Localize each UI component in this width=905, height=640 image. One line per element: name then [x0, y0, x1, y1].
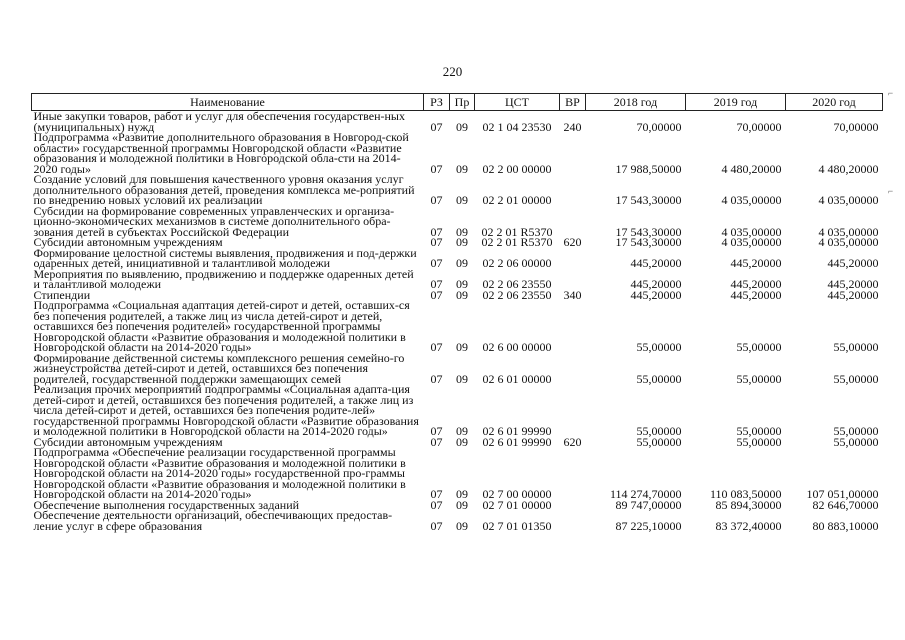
cell-rz: 07 [430, 119, 443, 134]
cell-cst: 02 6 01 99990 [482, 424, 552, 438]
cell-rz: 07 [430, 371, 443, 386]
cell-vr: 340 [563, 287, 582, 302]
cell-y2018: 55,00000 [636, 424, 682, 438]
table-row [32, 269, 883, 290]
cell-y2019: 55,00000 [736, 340, 782, 354]
cell-y2019: 55,00000 [736, 424, 782, 438]
header-pr: Пр [450, 94, 475, 111]
cell-vr: 240 [563, 119, 582, 134]
table-row [32, 384, 883, 437]
table-row [32, 111, 883, 133]
cell-pr: 09 [456, 119, 468, 134]
cell-rz: 07 [430, 224, 443, 239]
cell-cst: 02 2 01 R5370 [481, 235, 553, 249]
cell-y2018: 87 225,10000 [615, 518, 682, 533]
table-row [32, 353, 883, 385]
cell-y2020: 4 035,00000 [818, 224, 879, 239]
cell-rz: 07 [430, 424, 443, 438]
cell-vr [560, 353, 586, 385]
cell-vr: 620 [563, 235, 582, 249]
cell-y2018: 70,00000 [636, 119, 682, 134]
cell-y2020: 4 035,00000 [818, 193, 879, 207]
cell-y2019: 4 035,00000 [721, 193, 782, 207]
cell-name: Стипендии [33, 287, 91, 302]
cell-pr: 09 [456, 434, 468, 449]
cell-pr: 09 [456, 235, 468, 249]
cell-y2018: 445,20000 [630, 256, 682, 270]
cell-name: Обеспечение деятельности организаций, обеспечивающих предостав-ление услуг в сфере образования [33, 508, 393, 533]
cell-y2020: 82 646,70000 [812, 497, 879, 512]
header-2020: 2020 год [786, 94, 883, 111]
cell-rz: 07 [430, 256, 443, 270]
header-2019: 2019 год [686, 94, 786, 111]
cell-y2018: 89 747,00000 [615, 497, 682, 512]
cell-vr [560, 447, 586, 500]
cell-cst: 02 2 01 00000 [482, 193, 552, 207]
cell-y2018: 55,00000 [636, 434, 682, 449]
table-row [32, 174, 883, 206]
cell-y2019: 55,00000 [736, 434, 782, 449]
cell-y2020: 55,00000 [833, 340, 879, 354]
header-vr: ВР [560, 94, 586, 111]
cell-cst: 02 2 00 00000 [482, 161, 552, 176]
cell-rz: 07 [430, 287, 443, 302]
cell-y2018: 17 543,30000 [615, 235, 682, 249]
cell-vr [560, 269, 586, 290]
cell-pr: 09 [456, 193, 468, 207]
cell-rz: 07 [430, 497, 443, 512]
cell-y2020: 445,20000 [827, 287, 879, 302]
cell-pr: 09 [456, 256, 468, 270]
cell-name: Субсидии автономным учреждениям [33, 235, 223, 249]
cell-pr: 09 [456, 277, 468, 291]
cell-name: Создание условий для повышения качественного уровня оказания услуг дополнительного образования детей, проведения комплекса ме-роприятий по внедрению новых условий их реализации [33, 172, 415, 207]
cell-vr: 620 [563, 434, 582, 449]
cell-rz: 07 [430, 434, 443, 449]
cell-cst: 02 6 01 99990 [482, 434, 552, 449]
cell-y2020: 80 883,10000 [812, 518, 879, 533]
cell-vr [560, 500, 586, 511]
cell-y2020: 55,00000 [833, 371, 879, 386]
cell-cst: 02 7 01 00000 [482, 497, 552, 512]
header-row [32, 94, 883, 111]
cell-cst: 02 6 00 00000 [482, 340, 552, 354]
cell-name: Мероприятия по выявлению, продвижению и поддержке одаренных детей и талантливой молодежи [33, 266, 414, 291]
cell-y2019: 4 035,00000 [721, 235, 782, 249]
cell-name: Формирование действенной системы комплексного решения семейно-го жизнеустройства детей-сирот и детей, оставшихся без попечения родителей, государственной поддержки замещающих семей [33, 350, 405, 386]
cell-name: Субсидии на формирование современных управленческих и организа-ционно-экономических механизмов в системе дополнительного обра-зования детей в субъектах Российской Федерации [33, 203, 395, 239]
table-row [32, 132, 883, 174]
cell-cst: 02 2 01 R5370 [481, 224, 553, 239]
cell-pr: 09 [456, 487, 468, 501]
header-cst: ЦСТ [475, 94, 560, 111]
cell-y2018: 55,00000 [636, 340, 682, 354]
cell-pr: 09 [456, 224, 468, 239]
cell-y2019: 4 480,20000 [721, 161, 782, 176]
cell-y2020: 445,20000 [827, 277, 879, 291]
cell-y2020: 70,00000 [833, 119, 879, 134]
cell-cst: 02 2 06 23550 [482, 287, 552, 302]
cell-y2018: 445,20000 [630, 277, 682, 291]
table-row [32, 300, 883, 353]
cell-y2019: 70,00000 [736, 119, 782, 134]
table-row [32, 447, 883, 500]
cell-y2020: 55,00000 [833, 424, 879, 438]
cell-y2019: 83 372,40000 [715, 518, 782, 533]
cell-rz: 07 [430, 193, 443, 207]
cell-rz: 07 [430, 235, 443, 249]
cell-y2018: 114 274,70000 [609, 487, 682, 501]
cell-y2019: 85 894,30000 [715, 497, 782, 512]
cell-y2020: 4 035,00000 [818, 235, 879, 249]
budget-table [31, 93, 883, 531]
cell-y2019: 445,20000 [730, 256, 782, 270]
table-row [32, 206, 883, 238]
page-number: 220 [442, 64, 463, 79]
cell-y2020: 445,20000 [827, 256, 879, 270]
cell-pr: 09 [456, 518, 468, 533]
cell-vr [560, 206, 586, 238]
cell-pr: 09 [456, 287, 468, 302]
cell-y2018: 445,20000 [630, 287, 682, 302]
cell-cst: 02 2 06 23550 [482, 277, 552, 291]
cell-rz: 07 [430, 277, 443, 291]
cell-y2019: 445,20000 [730, 277, 782, 291]
cell-y2018: 17 543,30000 [615, 193, 682, 207]
cell-pr: 09 [456, 340, 468, 354]
cell-y2019: 4 035,00000 [721, 224, 782, 239]
cell-name: Иные закупки товаров, работ и услуг для обеспечения государствен-ных (муниципальных) нужд [33, 109, 405, 134]
cell-name: Субсидии автономным учреждениям [33, 434, 223, 449]
cell-vr [560, 174, 586, 206]
cell-name: Подпрограмма «Развитие дополнительного образования в Новгород-ской области» государственной программы Новгородской области «Развитие образования и молодежной политики в Новгородской обла-сти на 2014-2020 годы» [33, 130, 409, 176]
header-rz: РЗ [424, 94, 450, 111]
cell-y2018: 17 988,50000 [615, 161, 682, 176]
cell-rz: 07 [430, 340, 443, 354]
cell-vr [560, 300, 586, 353]
cell-vr [560, 248, 586, 269]
cell-vr [560, 132, 586, 174]
table-row [32, 248, 883, 269]
cell-name: Подпрограмма «Обеспечение реализации государственной программы Новгородской области «Развитие образования и молодежной политики в Новгородской области на 2014-2020 годы» государственной про-граммы Новгородской области «Развитие образования и молодежной политики в Новгородской области на 2014-2020 годы» [33, 445, 406, 501]
cell-y2020: 55,00000 [833, 434, 879, 449]
cell-y2019: 110 083,50000 [709, 487, 782, 501]
cell-pr: 09 [456, 161, 468, 176]
cell-vr [560, 384, 586, 437]
table-body [32, 111, 883, 532]
cell-y2020: 4 480,20000 [818, 161, 879, 176]
cell-cst: 02 7 01 01350 [482, 518, 552, 533]
cell-cst: 02 7 00 00000 [482, 487, 552, 501]
cell-y2018: 55,00000 [636, 371, 682, 386]
cell-name: Обеспечение выполнения государственных заданий [33, 497, 300, 512]
cell-name: Реализация прочих мероприятий подпрограммы «Социальная адапта-ция детей-сирот и детей, оставшихся без попечения родителей, а также лиц из числа детей-сирот и детей, оставшихся без попечения родите-лей» государственной программы Новгородской области «Развитие образования и молодежной политики в Новгородской области на 2014-2020 годы» [33, 382, 419, 438]
cell-pr: 09 [456, 371, 468, 386]
cell-rz: 07 [430, 518, 443, 533]
cell-pr: 09 [456, 424, 468, 438]
cell-rz: 07 [430, 161, 443, 176]
cell-y2019: 445,20000 [730, 287, 782, 302]
margin-mark: ⌐ [888, 186, 894, 196]
table-row [32, 510, 883, 531]
cell-y2020: 107 051,00000 [806, 487, 879, 501]
cell-cst: 02 2 06 00000 [482, 256, 552, 270]
cell-vr [560, 510, 586, 531]
header-name: Наименование [32, 94, 424, 111]
cell-name: Подпрограмма «Социальная адаптация детей-сирот и детей, оставших-ся без попечения родителей, а также лиц из числа детей-сирот и детей, оставшихся без попечения родителей» государственной программы Новгородской области «Развитие образования и молодежной политики в Новгородской области на 2014-2020 годы» [33, 298, 410, 354]
cell-pr: 09 [456, 497, 468, 512]
cell-cst: 02 6 01 00000 [482, 371, 552, 386]
cell-y2018: 17 543,30000 [615, 224, 682, 239]
cell-cst: 02 1 04 23530 [482, 119, 552, 134]
header-2018: 2018 год [586, 94, 686, 111]
margin-mark: ⌐ [888, 88, 894, 98]
cell-name: Формирование целостной системы выявления, продвижения и под-держки одаренных детей, инициативной и талантливой молодежи [33, 245, 417, 270]
cell-rz: 07 [430, 487, 443, 501]
cell-y2019: 55,00000 [736, 371, 782, 386]
